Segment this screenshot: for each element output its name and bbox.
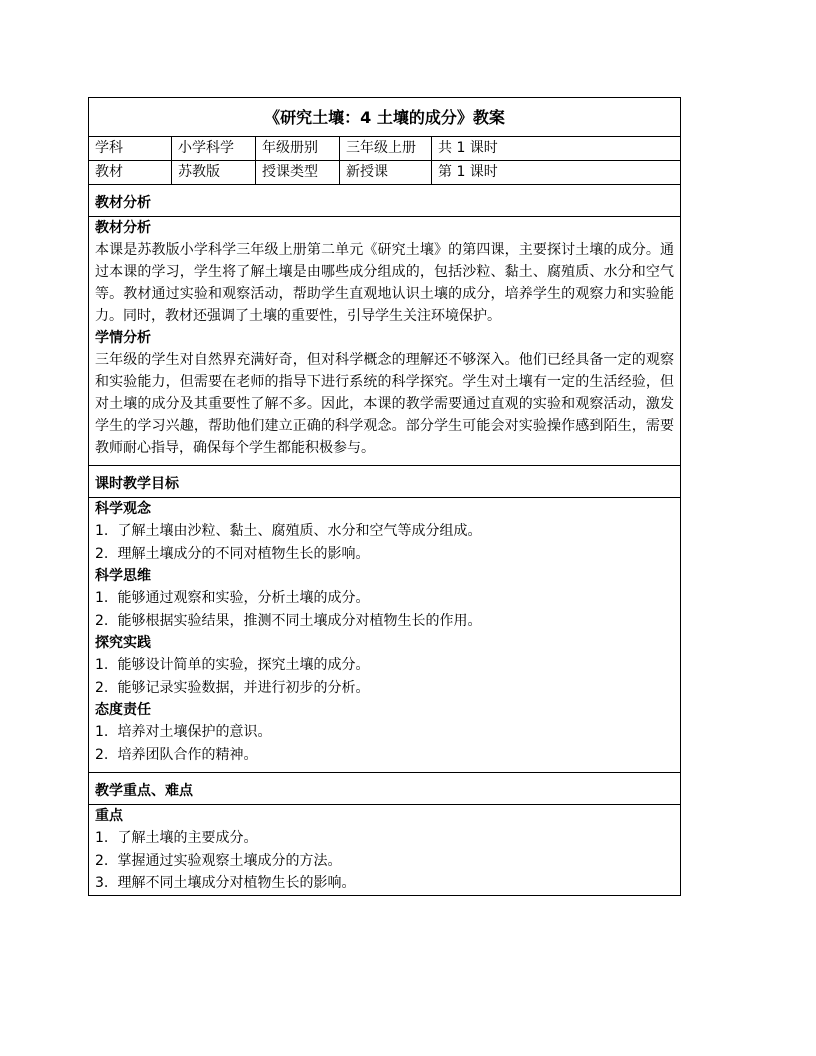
lesson-type-label: 授课类型 xyxy=(256,161,340,185)
list-item: 1. 了解土壤由沙粒、黏土、腐殖质、水分和空气等成分组成。 xyxy=(95,523,482,539)
list-item: 1. 能够设计简单的实验，探究土壤的成分。 xyxy=(95,657,370,673)
grade-label: 年级册别 xyxy=(256,137,340,161)
info-row-1 xyxy=(89,137,681,161)
grade-value: 三年级上册 xyxy=(340,137,432,161)
document-title: 《研究土壤：4 土壤的成分》教案 xyxy=(89,98,681,137)
student-analysis-text: 三年级的学生对自然界充满好奇，但对科学概念的理解还不够深入。他们已经具备一定的观察和实验能力，但需要在老师的指导下进行系统的科学探究。学生对土壤有一定的生活经验，但对土壤的成分及其重要性了解不多。因此，本课的教学需要通过直观的实验和观察活动，激发学生的学习兴趣，帮助他们建立正确的科学观念。部分学生可能会对实验操作感到陌生，需要教师耐心指导，确保每个学生都能积极参与。 xyxy=(95,352,675,456)
list-item: 1. 了解土壤的主要成分。 xyxy=(95,830,258,846)
subheading-attitude-responsibility: 态度责任 xyxy=(95,702,151,718)
section-body-analysis xyxy=(89,217,681,466)
info-row-2 xyxy=(89,161,681,185)
list-item: 2. 能够根据实验结果，推测不同土壤成分对植物生长的作用。 xyxy=(95,612,482,629)
total-hours: 共 1 课时 xyxy=(432,137,681,161)
section-body-key-points xyxy=(89,805,681,896)
lesson-number: 第 1 课时 xyxy=(432,161,681,185)
subheading-inquiry-practice: 探究实践 xyxy=(95,635,151,651)
subheading-material-analysis: 教材分析 xyxy=(95,220,151,236)
section-body-objectives xyxy=(89,498,681,773)
material-analysis-text: 本课是苏教版小学科学三年级上册第二单元《研究土壤》的第四课，主要探讨土壤的成分。通过本课的学习，学生将了解土壤是由哪些成分组成的，包括沙粒、黏土、腐殖质、水分和空气等。教材通过实验和观察活动，帮助学生直观地认识土壤的成分，培养学生的观察力和实验能力。同时，教材还强调了土壤的重要性，引导学生关注环境保护。 xyxy=(95,242,675,324)
list-item: 2. 掌握通过实验观察土壤成分的方法。 xyxy=(95,852,342,869)
lesson-type-value: 新授课 xyxy=(340,161,432,185)
list-item: 2. 能够记录实验数据，并进行初步的分析。 xyxy=(95,679,370,696)
subheading-science-concept: 科学观念 xyxy=(95,501,151,517)
subheading-student-analysis: 学情分析 xyxy=(95,330,151,346)
textbook-value: 苏教版 xyxy=(172,161,256,185)
lesson-plan-document xyxy=(88,97,680,896)
list-item: 2. 培养团队合作的精神。 xyxy=(95,746,258,763)
subheading-science-thinking: 科学思维 xyxy=(95,568,151,584)
textbook-label: 教材 xyxy=(89,161,172,185)
section-heading-objectives: 课时教学目标 xyxy=(89,466,681,498)
lesson-plan-table xyxy=(88,97,681,896)
list-item: 2. 理解土壤成分的不同对植物生长的影响。 xyxy=(95,545,370,562)
subheading-key-points: 重点 xyxy=(95,808,123,824)
list-item: 1. 能够通过观察和实验，分析土壤的成分。 xyxy=(95,590,370,606)
list-item: 3. 理解不同土壤成分对植物生长的影响。 xyxy=(95,875,356,891)
section-heading-key-points: 教学重点、难点 xyxy=(89,773,681,805)
list-item: 1. 培养对土壤保护的意识。 xyxy=(95,724,272,740)
subject-label: 学科 xyxy=(89,137,172,161)
section-heading-analysis: 教材分析 xyxy=(89,185,681,217)
subject-value: 小学科学 xyxy=(172,137,256,161)
